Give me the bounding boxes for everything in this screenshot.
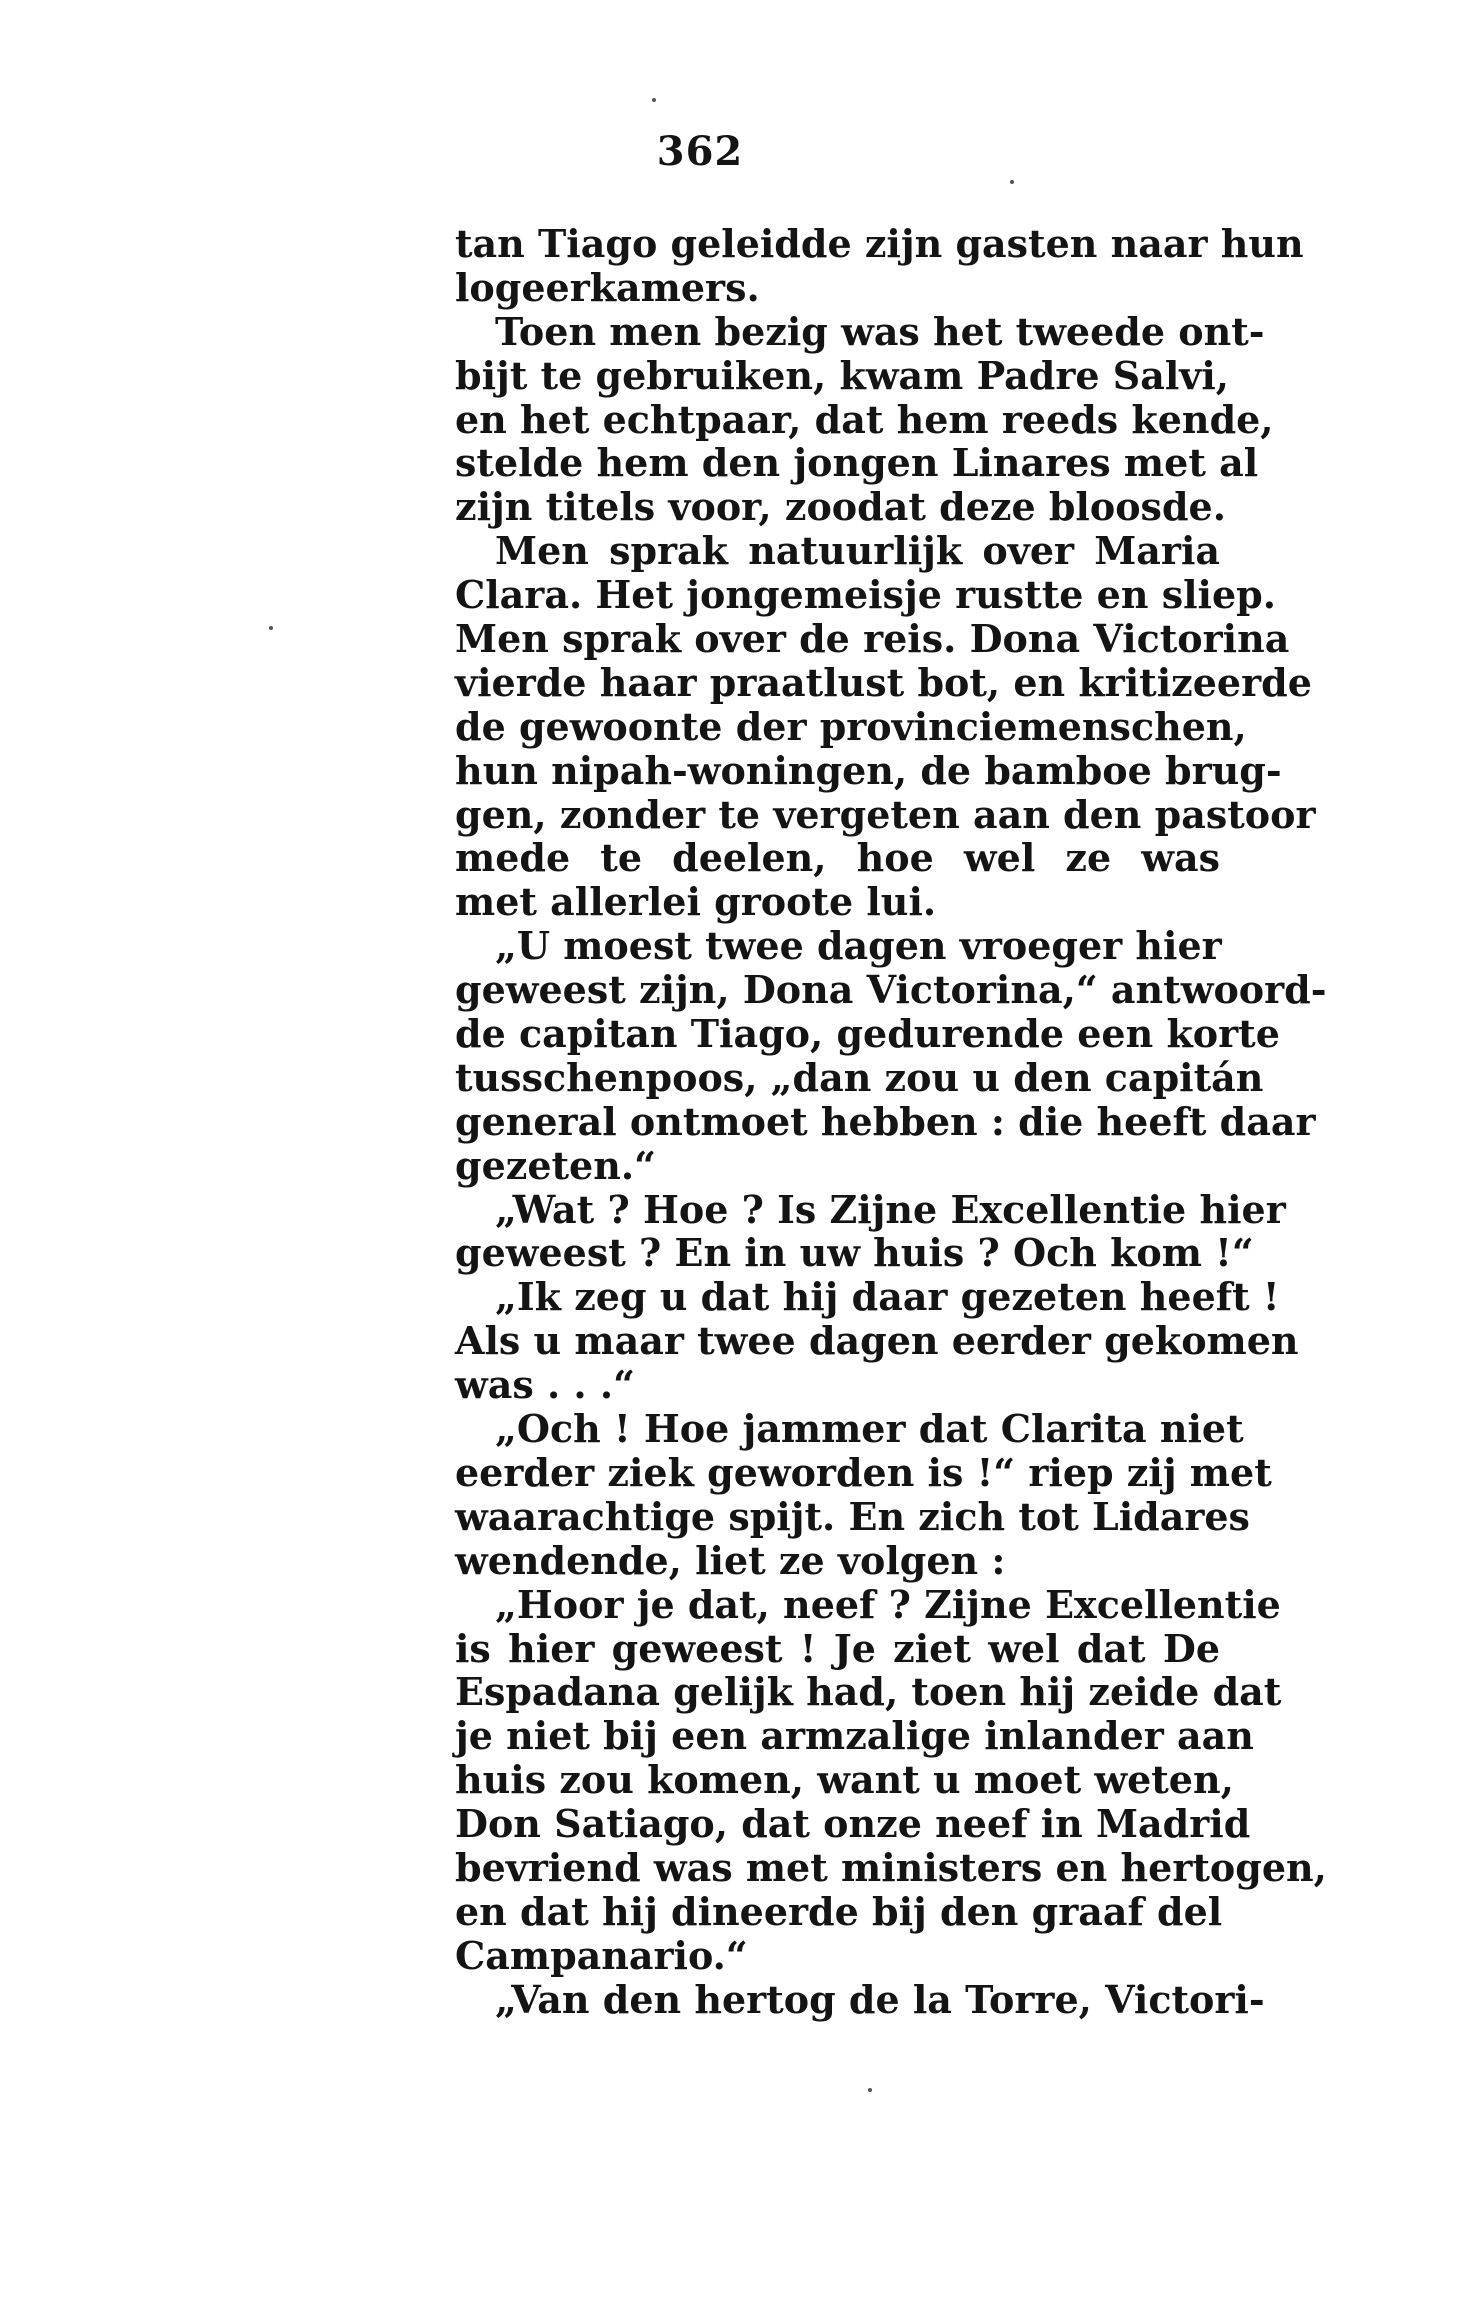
text-line: geweest zijn, Dona Victorina,“ antwoord- <box>455 967 1327 1013</box>
text-line: hun nipah-woningen, de bamboe brug- <box>455 747 1282 793</box>
text-line: de gewoonte der provinciemenschen, <box>455 703 1247 749</box>
text-line: Don Satiago, dat onze neef in Madrid <box>455 1801 1251 1847</box>
text-line: huis zou komen, want u moet weten, <box>455 1757 1234 1803</box>
text-line: wendende, liet ze volgen : <box>455 1537 1006 1583</box>
text-line: gezeten.“ <box>455 1142 656 1188</box>
text-line: Campanario.“ <box>455 1932 748 1978</box>
text-line: zijn titels voor, zoodat deze bloosde. <box>455 484 1226 530</box>
text-line: Als u maar twee dagen eerder gekomen <box>455 1318 1299 1364</box>
text-line: „Hoor je dat, neef ? Zijne Excellentie <box>495 1581 1281 1627</box>
text-line: „Van den hertog de la Torre, Victori- <box>495 1976 1265 2022</box>
text-line: Men sprak over de reis. Dona Victorina <box>455 616 1290 662</box>
text-line: je niet bij een armzalige inlander aan <box>455 1713 1254 1759</box>
text-line: general ontmoet hebben : die heeft daar <box>455 1098 1316 1144</box>
text-line: gen, zonder te vergeten aan den pastoor <box>455 791 1316 837</box>
text-line: Toen men bezig was het tweede ont- <box>495 308 1265 354</box>
text-line: vierde haar praatlust bot, en kritizeerde <box>455 659 1312 705</box>
page-number: 362 <box>656 128 744 175</box>
text-line: en het echtpaar, dat hem reeds kende, <box>455 396 1274 442</box>
text-line: is hier geweest ! Je ziet wel dat De <box>455 1625 1220 1671</box>
text-line: „Wat ? Hoe ? Is Zijne Excellentie hier <box>495 1186 1286 1232</box>
text-line: Espadana gelijk had, toen hij zeide dat <box>455 1669 1282 1715</box>
text-line: bijt te gebruiken, kwam Padre Salvi, <box>455 352 1230 398</box>
text-line: stelde hem den jongen Linares met al <box>455 440 1259 486</box>
text-line: Clara. Het jongemeisje rustte en sliep. <box>455 572 1276 618</box>
text-line: eerder ziek geworden is !“ riep zij met <box>455 1449 1272 1495</box>
text-line: geweest ? En in uw huis ? Och kom !“ <box>455 1230 1254 1276</box>
print-speck <box>269 626 273 630</box>
text-line: de capitan Tiago, gedurende een korte <box>455 1011 1280 1057</box>
text-line: „Ik zeg u dat hij daar gezeten heeft ! <box>495 1274 1280 1320</box>
text-line: en dat hij dineerde bij den graaf del <box>455 1888 1223 1934</box>
print-speck <box>1010 180 1014 184</box>
print-speck <box>652 98 656 102</box>
text-line: mede te deelen, hoe wel ze was <box>455 835 1220 881</box>
text-line: Men sprak natuurlijk over Maria <box>495 528 1220 574</box>
text-line: was . . .“ <box>455 1362 635 1408</box>
print-speck <box>868 2088 872 2092</box>
text-line: met allerlei groote lui. <box>455 879 937 925</box>
text-line: bevriend was met ministers en hertogen, <box>455 1844 1327 1890</box>
body-text <box>455 221 1327 2022</box>
text-line: „Och ! Hoe jammer dat Clarita niet <box>495 1406 1244 1452</box>
text-line: tusschenpoos, „dan zou u den capitán <box>455 1054 1264 1100</box>
text-line: waarachtige spijt. En zich tot Lidares <box>455 1493 1250 1539</box>
text-line: tan Tiago geleidde zijn gasten naar hun <box>455 221 1304 266</box>
text-line: logeerkamers. <box>455 264 760 310</box>
text-line: „U moest twee dagen vroeger hier <box>495 923 1222 969</box>
